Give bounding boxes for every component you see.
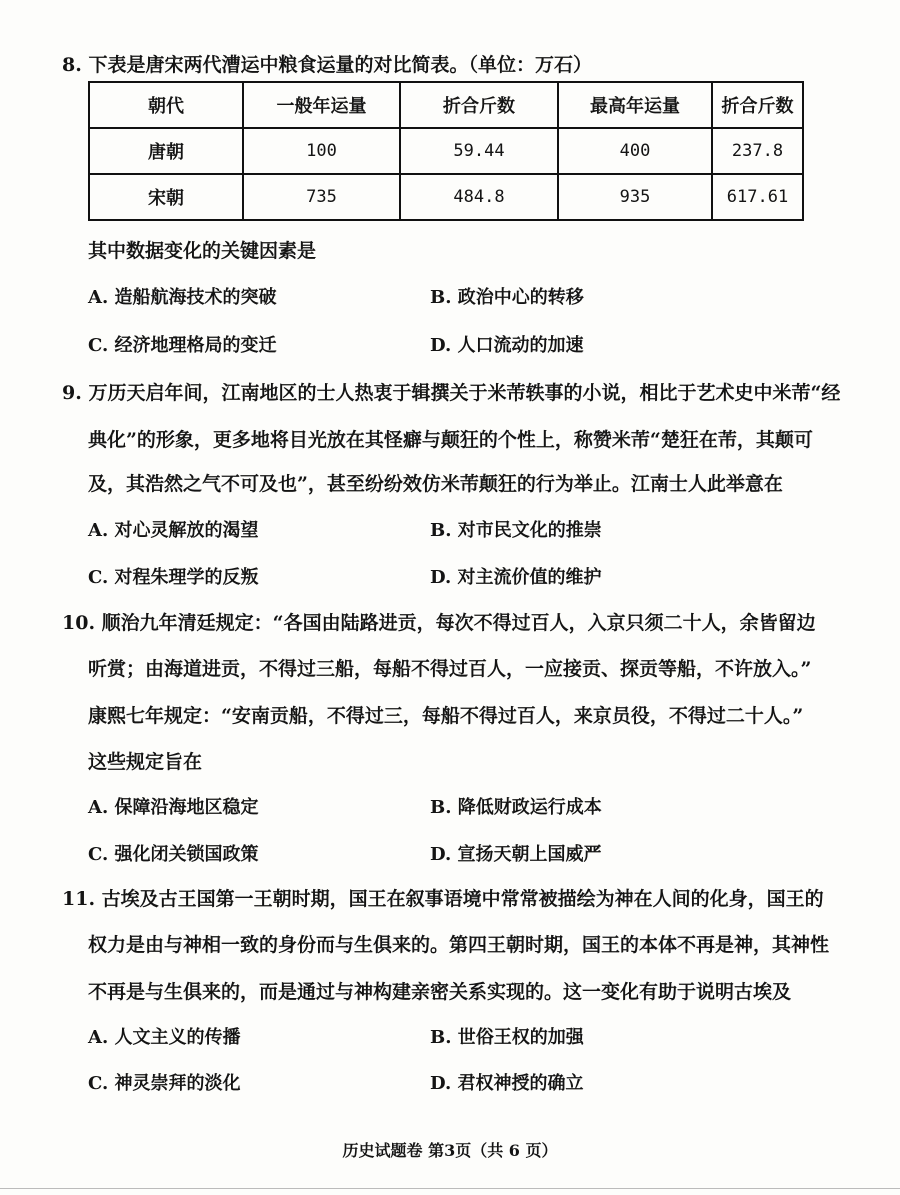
q11-option-a[interactable]: A. 人文主义的传播 [88, 1027, 241, 1048]
q10-option-b[interactable]: B. 降低财政运行成本 [430, 797, 602, 818]
q11-text-line: 11. 古埃及古王国第一王朝时期，国王在叙事语境中常常被描绘为神在人间的化身，国王的 [62, 888, 824, 910]
table-cell: 59.44 [400, 128, 558, 174]
table-cell: 400 [558, 128, 712, 174]
page-footer: 历史试题卷 第3页（共 6 页） [342, 1141, 558, 1160]
q8-option-b[interactable]: B. 政治中心的转移 [430, 287, 584, 308]
q9-text-line: 典化”的形象，更多地将目光放在其怪癖与颠狂的个性上，称赞米芾“楚狂在芾，其颠可 [88, 429, 813, 451]
table-cell: 617.61 [712, 174, 803, 220]
q8-option-d[interactable]: D. 人口流动的加速 [430, 335, 584, 356]
q8-option-a[interactable]: A. 造船航海技术的突破 [88, 287, 277, 308]
q10-text-line: 康熙七年规定：“安南贡船，不得过三，每船不得过百人，来京员役，不得过二十人。” [88, 705, 804, 727]
q10-text-line: 10. 顺治九年清廷规定：“各国由陆路进贡，每次不得过百人，入京只须二十人，余皆留边 [62, 612, 816, 634]
table-header-cell: 最高年运量 [558, 82, 712, 128]
q11-option-b[interactable]: B. 世俗王权的加强 [430, 1027, 584, 1048]
q9-option-c[interactable]: C. 对程朱理学的反叛 [88, 567, 259, 588]
table-cell: 100 [243, 128, 400, 174]
bottom-divider [0, 1188, 900, 1189]
table-cell-dynasty: 宋朝 [89, 174, 243, 220]
q10-option-d[interactable]: D. 宣扬天朝上国威严 [430, 844, 602, 865]
q11-text-line: 权力是由与神相一致的身份而与生俱来的。第四王朝时期，国王的本体不再是神，其神性 [88, 934, 830, 956]
q8-option-c[interactable]: C. 经济地理格局的变迁 [88, 335, 277, 356]
table-header-cell: 一般年运量 [243, 82, 400, 128]
q9-option-d[interactable]: D. 对主流价值的维护 [430, 567, 602, 588]
table-cell: 735 [243, 174, 400, 220]
q11-text-line: 不再是与生俱来的，而是通过与神构建亲密关系实现的。这一变化有助于说明古埃及 [88, 981, 792, 1003]
table-cell: 484.8 [400, 174, 558, 220]
grain-transport-table [88, 81, 804, 221]
q9-text-line: 及，其浩然之气不可及也”，甚至纷纷效仿米芾颠狂的行为举止。江南士人此举意在 [88, 473, 783, 495]
table-header-cell: 朝代 [89, 82, 243, 128]
q9-text-line: 9. 万历天启年间，江南地区的士人热衷于辑撰关于米芾轶事的小说，相比于艺术史中米芾“经 [62, 382, 841, 404]
table-header-cell: 折合斤数 [712, 82, 803, 128]
q11-option-c[interactable]: C. 神灵崇拜的淡化 [88, 1073, 241, 1094]
table-row [89, 174, 803, 220]
q10-option-a[interactable]: A. 保障沿海地区稳定 [88, 797, 259, 818]
q9-option-b[interactable]: B. 对市民文化的推崇 [430, 520, 602, 541]
table-cell-dynasty: 唐朝 [89, 128, 243, 174]
table-row [89, 128, 803, 174]
q11-option-d[interactable]: D. 君权神授的确立 [430, 1073, 584, 1094]
q10-text-line: 听赏；由海道进贡，不得过三船，每船不得过百人，一应接贡、探贡等船，不许放入。” [88, 658, 812, 680]
q8-question: 其中数据变化的关键因素是 [88, 240, 317, 262]
q9-option-a[interactable]: A. 对心灵解放的渴望 [88, 520, 259, 541]
table-header-cell: 折合斤数 [400, 82, 558, 128]
table-cell: 935 [558, 174, 712, 220]
q10-option-c[interactable]: C. 强化闭关锁国政策 [88, 844, 259, 865]
table-cell: 237.8 [712, 128, 803, 174]
table-header-row [89, 82, 803, 128]
q10-text-line: 这些规定旨在 [88, 751, 203, 773]
q8-stem: 8. 下表是唐宋两代漕运中粮食运量的对比简表。（单位：万石） [62, 54, 592, 76]
